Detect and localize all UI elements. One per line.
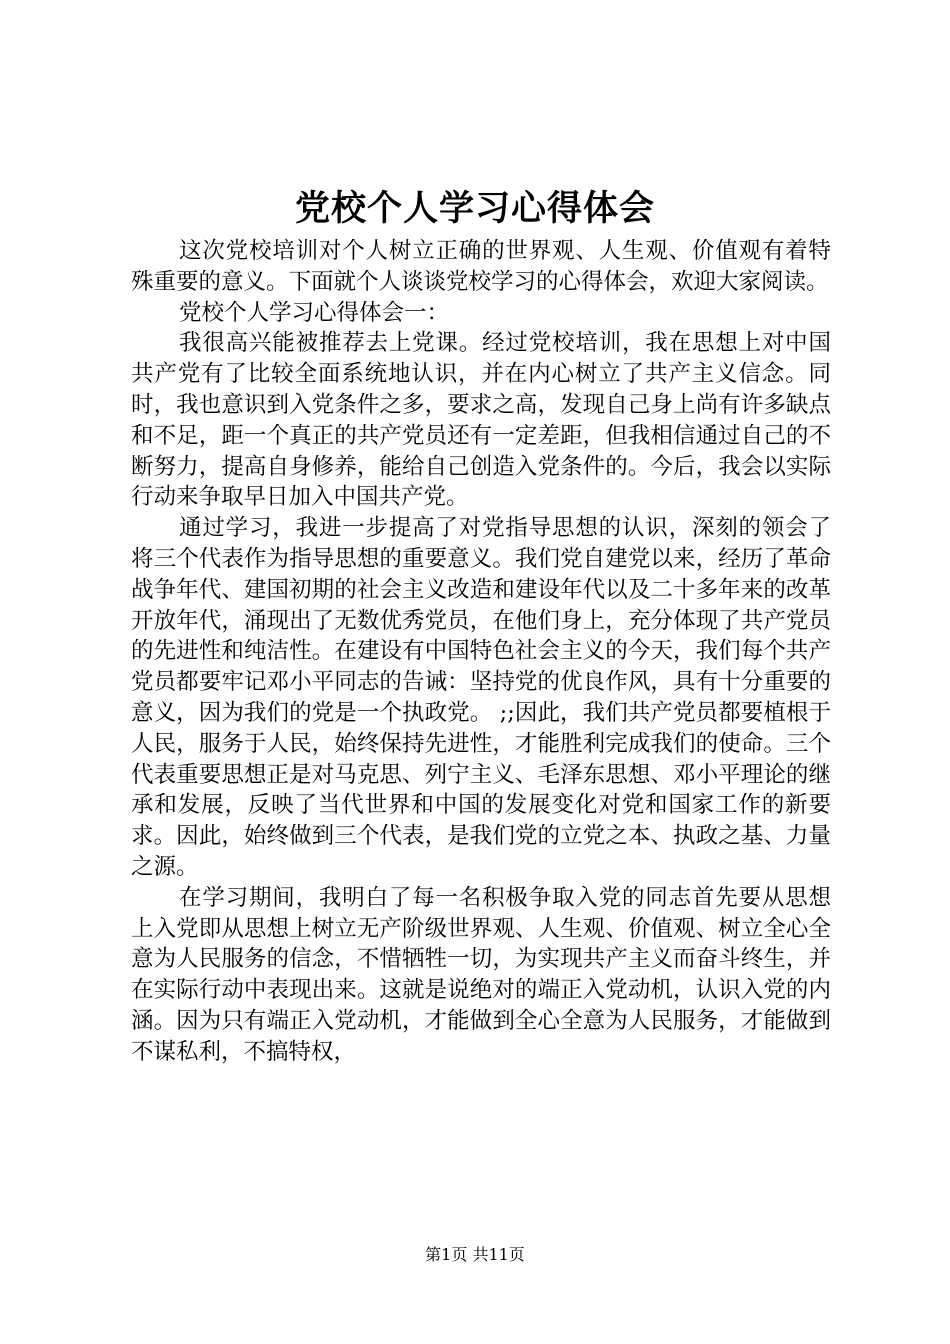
paragraph: 通过学习，我进一步提高了对党指导思想的认识，深刻的领会了将三个代表作为指导思想的重要意义。我们党自建党以来，经历了革命战争年代、建国初期的社会主义改造和建设年代以及二十多年来的改革开放年代，涌现出了无数优秀党员，在他们身上，充分体现了共产党员的先进性和纯洁性。在建设有中国特色社会主义的今天，我们每个共产党员都要牢记邓小平同志的告诫：坚持党的优良作风，具有十分重要的意义，因为我们的党是一个执政党。 ;;因此，我们共产党员都要植根于人民，服务于人民，始终保持先进性，才能胜利完成我们的使命。三个代表重要思想正是对马克思、列宁主义、毛泽东思想、邓小平理论的继承和发展，反映了当代世界和中国的发展变化对党和国家工作的新要求。因此，始终做到三个代表，是我们党的立党之本、执政之基、力量之源。 xyxy=(131,515,831,880)
document-title: 党校个人学习心得体会 xyxy=(294,188,655,229)
paragraph: 我很高兴能被推荐去上党课。经过党校培训，我在思想上对中国共产党有了比较全面系统地认识，并在内心树立了共产主义信念。同时，我也意识到入党条件之多，要求之高，发现自己身上尚有许多缺点和不足，距一个真正的共产党员还有一定差距，但我相信通过自己的不断努力，提高自身修养，能给自己创造入党条件的。今后，我会以实际行动来争取早日加入中国共产党。 xyxy=(131,330,831,511)
paragraph-intro: 这次党校培训对个人树立正确的世界观、人生观、价值观有着特殊重要的意义。下面就个人谈谈党校学习的心得体会，欢迎大家阅读。 xyxy=(131,238,831,295)
document-body xyxy=(131,236,831,1068)
section-heading: 党校个人学习心得体会一： xyxy=(179,299,450,326)
paragraph: 在学习期间，我明白了每一名积极争取入党的同志首先要从思想上入党即从思想上树立无产阶级世界观、人生观、价值观、树立全心全意为人民服务的信念，不惜牺牲一切，为实现共产主义而奋斗终生，并在实际行动中表现出来。这就是说绝对的端正入党动机，认识入党的内涵。因为只有端正入党动机，才能做到全心全意为人民服务，才能做到不谋私利，不搞特权， xyxy=(131,884,831,1065)
page-number-footer: 第1页 共11页 xyxy=(425,1245,525,1264)
